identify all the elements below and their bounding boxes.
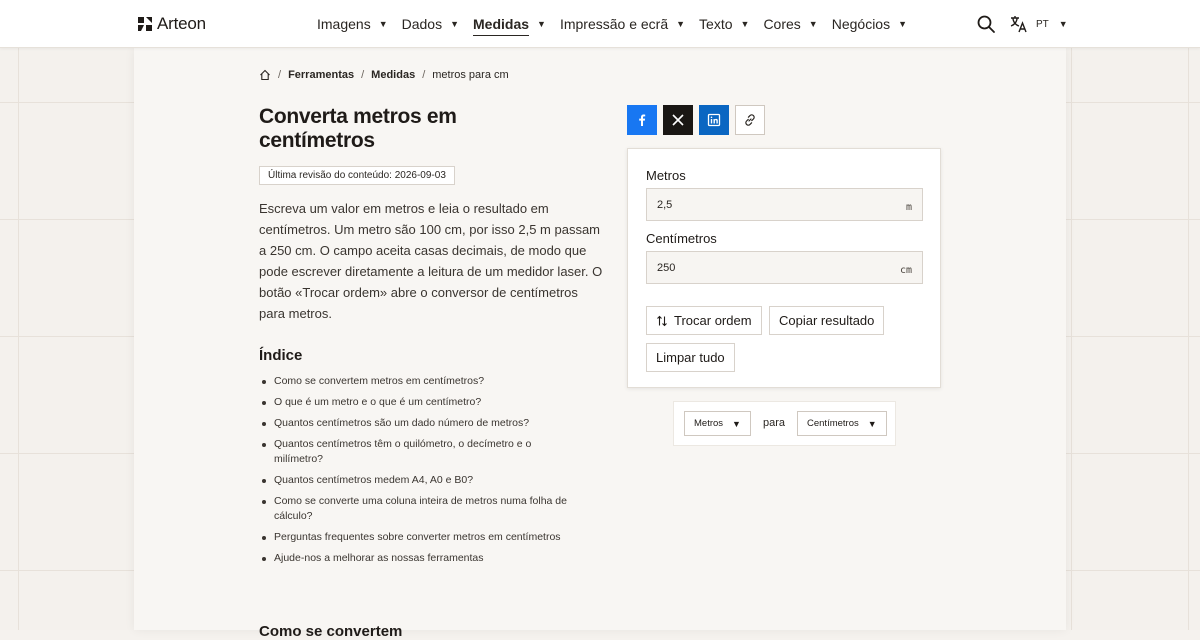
nav-label: Dados [401, 16, 443, 32]
translate-icon [1010, 15, 1028, 33]
nav-item-imagens[interactable] [317, 0, 388, 48]
caret-down-icon: ▼ [450, 19, 460, 29]
breadcrumb-separator: / [278, 69, 282, 81]
swap-icon [656, 315, 668, 327]
language-code: PT [1036, 18, 1049, 30]
main-nav [317, 0, 921, 48]
toc-item[interactable]: Perguntas frequentes sobre converter metros em centímetros [259, 530, 599, 545]
revision-badge: Última revisão do conteúdo: 2026-09-03 [259, 166, 455, 185]
toc-item[interactable]: Como se convertem metros em centímetros? [259, 374, 599, 389]
caret-down-icon: ▼ [378, 19, 388, 29]
swap-order-label: Trocar ordem [674, 313, 752, 328]
nav-item-cores[interactable] [763, 0, 817, 48]
to-unit-select-value: Centímetros [807, 418, 859, 429]
copy-result-button[interactable] [769, 306, 884, 335]
nav-label: Medidas [473, 16, 530, 32]
caret-down-icon: ▼ [867, 418, 877, 429]
share-linkedin-button[interactable] [699, 105, 729, 135]
home-icon[interactable] [259, 69, 271, 81]
x-icon [671, 113, 685, 127]
share-buttons [627, 105, 765, 135]
centimeters-input[interactable] [657, 262, 900, 274]
nav-item-negocios[interactable] [832, 0, 907, 48]
breadcrumb-medidas[interactable]: Medidas [371, 69, 416, 81]
clear-all-label: Limpar tudo [656, 350, 725, 365]
caret-down-icon: ▼ [740, 19, 750, 29]
nav-label: Impressão e ecrã [559, 16, 669, 32]
breadcrumb-separator: / [422, 69, 426, 81]
breadcrumb-current: metros para cm [432, 69, 509, 81]
content-panel [134, 48, 1066, 640]
toc-item[interactable]: O que é um metro e o que é um centímetro? [259, 395, 599, 410]
page-title: Converta metros em centímetros [259, 105, 457, 152]
nav-label: Negócios [831, 16, 891, 32]
intro-paragraph: Escreva um valor em metros e leia o resultado em centímetros. Um metro são 100 cm, por isso 2,5 m passam a 250 cm. O campo aceita casas decimais, de modo que pode escrever diretamente a leitura de um medidor laser. O botão «Trocar ordem» abre o conversor de centímetros para metros. [259, 201, 603, 321]
nav-label: Cores [763, 16, 801, 32]
toc-item[interactable]: Quantos centímetros medem A4, A0 e B0? [259, 473, 599, 488]
from-unit-select-value: Metros [694, 418, 724, 429]
caret-down-icon: ▼ [676, 19, 686, 29]
breadcrumb-ferramentas[interactable]: Ferramentas [288, 69, 355, 81]
table-of-contents [259, 374, 599, 572]
breadcrumb [259, 69, 509, 81]
to-unit: cm [899, 265, 912, 276]
caret-down-icon: ▼ [898, 19, 908, 29]
toc-item[interactable]: Quantos centímetros são um dado número de metros? [259, 416, 599, 431]
unit-selector [673, 401, 896, 446]
from-unit: m [905, 202, 912, 213]
search-icon [976, 14, 996, 34]
unit-connector: para [763, 417, 786, 429]
copy-result-label: Copiar resultado [779, 313, 875, 328]
link-icon [743, 113, 757, 127]
caret-down-icon: ▼ [1058, 19, 1068, 29]
toc-item[interactable]: Quantos centímetros têm o quilómetro, o decímetro e o milímetro? [259, 437, 549, 467]
to-label: Centímetros [646, 231, 717, 246]
top-navigation-bar [0, 0, 1200, 48]
toc-title: Índice [259, 347, 303, 364]
nav-item-impressao-e-ecra[interactable] [560, 0, 685, 48]
nav-label: Texto [699, 16, 733, 32]
breadcrumb-separator: / [361, 69, 365, 81]
from-field[interactable] [646, 188, 923, 221]
nav-label: Imagens [317, 16, 371, 32]
caret-down-icon: ▼ [808, 19, 818, 29]
from-label: Metros [646, 168, 686, 183]
facebook-icon [635, 113, 649, 127]
search-button[interactable] [976, 14, 996, 34]
brand-name: Arteon [157, 14, 206, 33]
nav-item-dados[interactable] [402, 0, 459, 48]
swap-order-button[interactable] [646, 306, 762, 335]
brand-logo[interactable] [137, 14, 206, 34]
nav-item-medidas[interactable] [473, 0, 546, 48]
copy-link-button[interactable] [735, 105, 765, 135]
nav-item-texto[interactable] [699, 0, 749, 48]
to-unit-select[interactable] [797, 411, 887, 436]
clear-all-button[interactable] [646, 343, 735, 372]
section-heading: Como se convertem [259, 623, 403, 640]
toc-item[interactable]: Ajude-nos a melhorar as nossas ferramentas [259, 551, 599, 566]
toc-item[interactable]: Como se converte uma coluna inteira de metros numa folha de cálculo? [259, 494, 579, 524]
caret-down-icon: ▼ [537, 19, 546, 29]
share-x-button[interactable] [663, 105, 693, 135]
arteon-logo-icon [137, 16, 153, 32]
language-selector[interactable] [1010, 14, 1068, 34]
share-facebook-button[interactable] [627, 105, 657, 135]
to-field[interactable] [646, 251, 923, 284]
converter-card [627, 148, 941, 388]
from-unit-select[interactable] [684, 411, 751, 436]
meters-input[interactable] [657, 199, 906, 211]
linkedin-icon [707, 113, 721, 127]
caret-down-icon: ▼ [732, 418, 741, 429]
